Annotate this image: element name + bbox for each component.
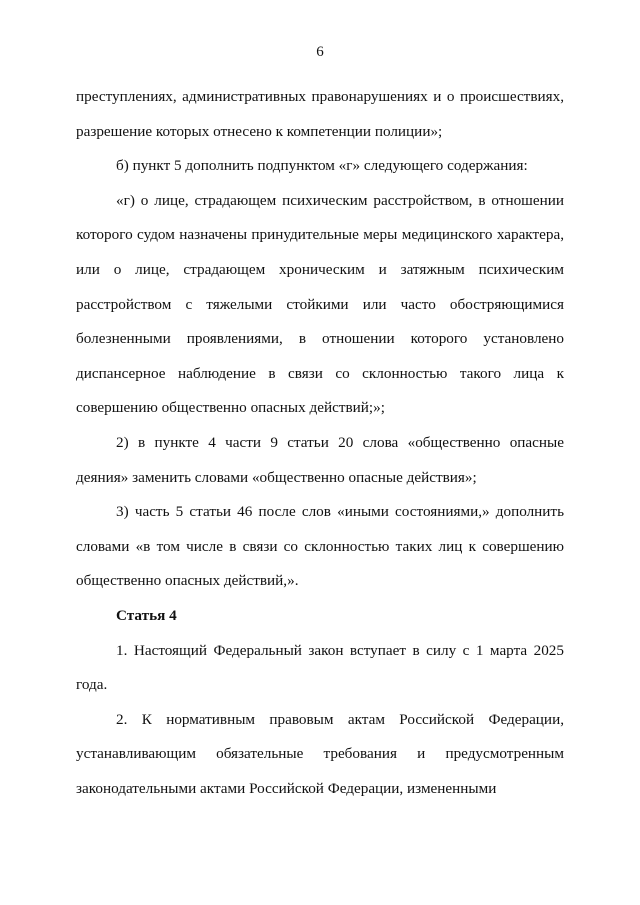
paragraph-article4-item-1: 1. Настоящий Федеральный закон вступает в силу с 1 марта 2025 года. <box>76 641 564 694</box>
paragraph-item-2: 2) в пункте 4 части 9 статьи 20 слова «общественно опасные деяния» заменить словами «общественно опасные действия»; <box>76 433 564 486</box>
paragraph-article4-item-2: 2. К нормативным правовым актам Российской Федерации, устанавливающим обязательные требования и предусмотренным законодательными актами Российской Федерации, измененными <box>76 710 564 797</box>
page-number: 6 <box>316 44 324 60</box>
article-heading: Статья 4 <box>116 606 177 624</box>
paragraph-continuation: преступлениях, административных правонарушениях и о происшествиях, разрешение которых отнесено к компетенции полиции»; <box>76 88 564 140</box>
paragraph-item-b: б) пункт 5 дополнить подпунктом «г» следующего содержания: <box>116 157 528 175</box>
paragraph-item-3: 3) часть 5 статьи 46 после слов «иными состояниями,» дополнить словами «в том числе в связи со склонностью таких лиц к совершению общественно опасных действий,». <box>76 503 564 590</box>
paragraph-subitem-g: «г) о лице, страдающем психическим расстройством, в отношении которого судом назначены принудительные меры медицинского характера, или о лице, страдающем хроническим и затяжным психическим расстройством с тяжелыми стойкими или часто обостряющимися болезненными проявлениями, в отношении которого установлено диспансерное наблюдение в связи со склонностью такого лица к совершению общественно опасных действий;»; <box>76 191 564 417</box>
document-body <box>76 80 564 806</box>
